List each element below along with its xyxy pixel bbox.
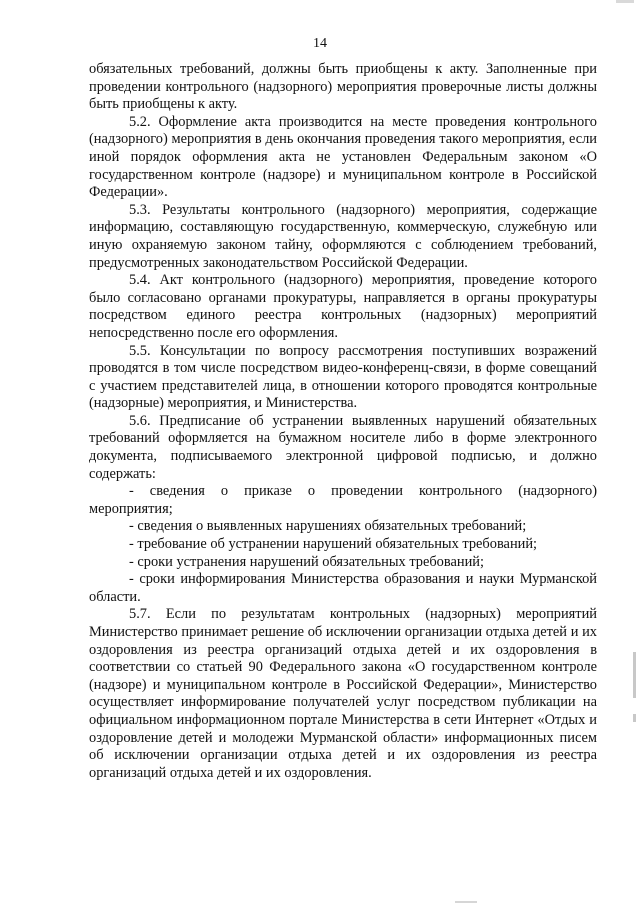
list-item: - сведения о выявленных нарушениях обязательных требований; — [129, 518, 527, 535]
list-item: - сведения о приказе о проведении контрольного (надзорного) мероприятия; — [89, 483, 597, 517]
paragraph-5-4: 5.4. Акт контрольного (надзорного) мероприятия, проведение которого было согласовано органами прокуратуры, направляется в органы прокуратуры посредством единого реестра контрольных (надзорных) мероприятий непосредственно после его оформления. — [89, 272, 597, 341]
list-item: - сроки устранения нарушений обязательных требований; — [129, 553, 484, 570]
list-item: - требование об устранении нарушений обязательных требований; — [129, 536, 538, 553]
paragraph: обязательных требований, должны быть приобщены к акту. Заполненные при проведении контрольного (надзорного) мероприятия проверочные листы должны быть приобщены к акту. — [89, 61, 597, 113]
scan-artifact — [633, 714, 636, 722]
document-body — [89, 61, 597, 782]
list-item: - сроки информирования Министерства образования и науки Мурманской области. — [89, 571, 597, 605]
paragraph-5-2: 5.2. Оформление акта производится на месте проведения контрольного (надзорного) мероприятия в день окончания проведения такого мероприятия, если иной порядок оформления акта не установлен Федеральным законом «О государственном контроле (надзоре) и муниципальном контроле в Российской Федерации». — [89, 113, 597, 201]
scan-artifact — [455, 901, 477, 903]
paragraph-5-6: 5.6. Предписание об устранении выявленных нарушений обязательных требований оформляется на бумажном носителе либо в форме электронного документа, подписываемого электронной цифровой подписью, и должно содержать: — [89, 412, 597, 482]
paragraph-5-3: 5.3. Результаты контрольного (надзорного) мероприятия, содержащие информацию, составляющую государственную, коммерческую, служебную или иную охраняемую законом тайну, оформляются с соблюдением требований, предусмотренных законодательством Российской Федерации. — [89, 201, 597, 271]
scan-artifact — [633, 652, 636, 698]
page-number: 14 — [313, 36, 327, 51]
scan-artifact — [616, 0, 634, 3]
paragraph-5-7: 5.7. Если по результатам контрольных (надзорных) мероприятий Министерство принимает решение об исключении организации отдыха детей и их оздоровления из реестра организаций отдыха детей и их оздоровления в соответствии со статьей 90 Федерального закона «О государственном контроле (надзоре) и муниципальном контроле в Российской Федерации», Министерство осуществляет информирование получателей услуг посредством публикации на официальном информационном портале Министерства в сети Интернет «Отдых и оздоровление детей и молодежи Мурманской области» информационных писем об исключении организации отдыха детей и их оздоровления из реестра организаций отдыха детей и их оздоровления. — [89, 606, 597, 781]
paragraph-5-5: 5.5. Консультации по вопросу рассмотрения поступивших возражений проводятся в том числе посредством видео-конференц-связи, в форме совещаний с участием представителей лица, в отношении которого проводятся контрольные (надзорные) мероприятия, и Министерства. — [89, 342, 597, 412]
